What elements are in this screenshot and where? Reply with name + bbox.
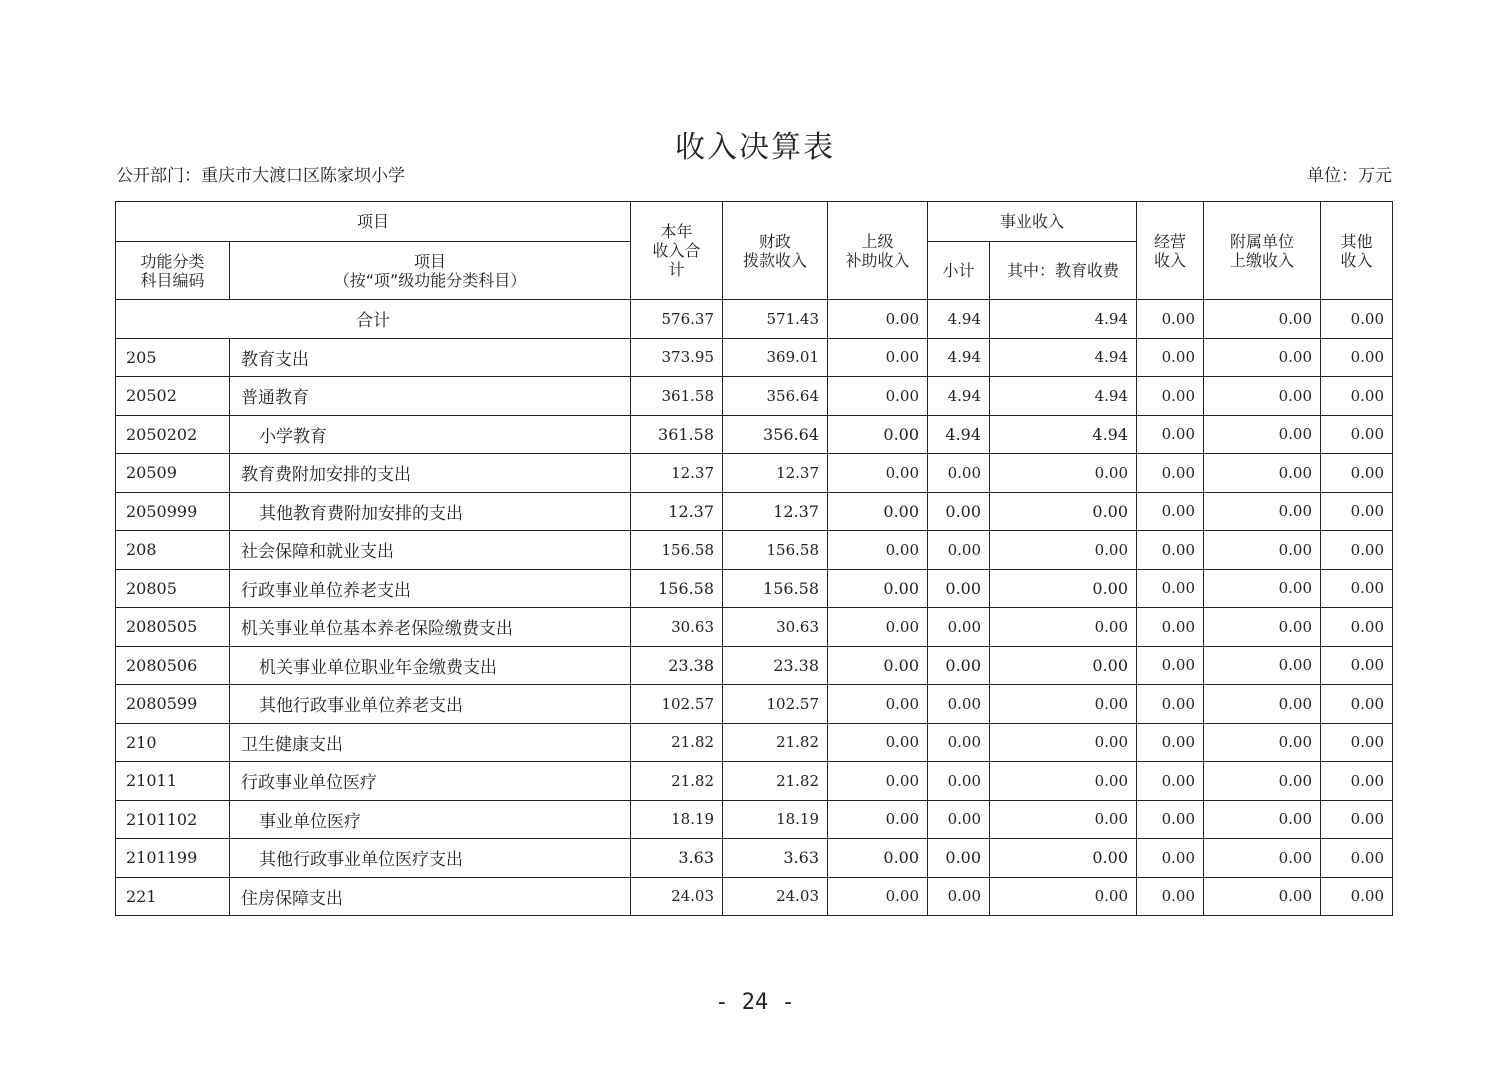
row-code: 20502: [116, 377, 230, 416]
total-row: [116, 300, 1393, 339]
table-row: [116, 839, 1393, 878]
row-value: 0.00: [1321, 338, 1393, 377]
total-cell: 0.00: [1204, 300, 1321, 339]
table-row: [116, 531, 1393, 570]
row-value: 0.00: [990, 608, 1137, 647]
row-value: 0.00: [828, 492, 928, 531]
row-value: 0.00: [1137, 685, 1204, 724]
row-code: 210: [116, 723, 230, 762]
row-value: 0.00: [1321, 608, 1393, 647]
row-value: 0.00: [1137, 569, 1204, 608]
row-value: 0.00: [928, 800, 990, 839]
header-edu-fee: 其中：教育收费: [990, 242, 1137, 300]
row-value: 0.00: [1204, 492, 1321, 531]
row-value: 0.00: [1321, 415, 1393, 454]
table-row: [116, 723, 1393, 762]
row-value: 0.00: [990, 492, 1137, 531]
row-value: 0.00: [1204, 377, 1321, 416]
row-value: 361.58: [631, 377, 723, 416]
row-value: 0.00: [828, 338, 928, 377]
row-value: 0.00: [1321, 839, 1393, 878]
row-value: 0.00: [928, 839, 990, 878]
row-value: 0.00: [1137, 338, 1204, 377]
row-value: 0.00: [1321, 800, 1393, 839]
row-value: 0.00: [828, 723, 928, 762]
row-value: 0.00: [1137, 608, 1204, 647]
row-value: 0.00: [1137, 723, 1204, 762]
row-value: 21.82: [723, 723, 828, 762]
row-value: 0.00: [1137, 877, 1204, 916]
total-cell: 571.43: [723, 300, 828, 339]
row-value: 0.00: [1204, 531, 1321, 570]
header-subtotal: 小计: [928, 242, 990, 300]
row-value: 0.00: [928, 569, 990, 608]
row-value: 356.64: [723, 377, 828, 416]
row-value: 0.00: [828, 685, 928, 724]
table-row: [116, 877, 1393, 916]
row-value: 0.00: [1204, 800, 1321, 839]
row-value: 0.00: [828, 877, 928, 916]
total-label: 合计: [116, 300, 631, 339]
row-name: 小学教育: [230, 415, 631, 454]
row-value: 0.00: [928, 531, 990, 570]
row-value: 0.00: [1204, 569, 1321, 608]
row-value: 369.01: [723, 338, 828, 377]
row-value: 0.00: [1137, 454, 1204, 493]
row-name: 其他行政事业单位医疗支出: [230, 839, 631, 878]
row-value: 156.58: [631, 569, 723, 608]
row-value: 21.82: [723, 762, 828, 801]
row-value: 0.00: [1204, 646, 1321, 685]
row-value: 4.94: [928, 415, 990, 454]
row-code: 2050202: [116, 415, 230, 454]
row-value: 24.03: [631, 877, 723, 916]
row-value: 0.00: [1204, 415, 1321, 454]
row-value: 0.00: [828, 454, 928, 493]
row-name: 住房保障支出: [230, 877, 631, 916]
row-code: 221: [116, 877, 230, 916]
row-value: 0.00: [990, 762, 1137, 801]
row-name: 普通教育: [230, 377, 631, 416]
row-value: 24.03: [723, 877, 828, 916]
row-value: 0.00: [990, 685, 1137, 724]
table-row: [116, 415, 1393, 454]
row-value: 4.94: [990, 377, 1137, 416]
row-value: 0.00: [1321, 454, 1393, 493]
row-code: 205: [116, 338, 230, 377]
row-name: 事业单位医疗: [230, 800, 631, 839]
row-value: 4.94: [990, 415, 1137, 454]
row-value: 0.00: [1321, 877, 1393, 916]
table-row: [116, 338, 1393, 377]
row-value: 0.00: [1321, 646, 1393, 685]
row-value: 23.38: [631, 646, 723, 685]
row-value: 0.00: [1204, 685, 1321, 724]
row-value: 0.00: [1137, 415, 1204, 454]
row-value: 156.58: [723, 569, 828, 608]
header-total: 本年 收入合 计: [631, 202, 723, 300]
row-value: 0.00: [828, 608, 928, 647]
table-row: [116, 800, 1393, 839]
row-value: 4.94: [928, 338, 990, 377]
row-value: 21.82: [631, 762, 723, 801]
row-value: 0.00: [1137, 762, 1204, 801]
row-value: 0.00: [1137, 646, 1204, 685]
header-operating: 经营 收入: [1137, 202, 1204, 300]
row-name: 社会保障和就业支出: [230, 531, 631, 570]
row-value: 0.00: [1321, 723, 1393, 762]
row-value: 0.00: [828, 839, 928, 878]
table-row: [116, 569, 1393, 608]
row-value: 156.58: [723, 531, 828, 570]
row-value: 0.00: [990, 569, 1137, 608]
row-name: 机关事业单位职业年金缴费支出: [230, 646, 631, 685]
row-value: 18.19: [723, 800, 828, 839]
total-cell: 576.37: [631, 300, 723, 339]
row-value: 12.37: [723, 454, 828, 493]
row-value: 12.37: [723, 492, 828, 531]
row-value: 0.00: [1137, 377, 1204, 416]
row-value: 0.00: [928, 762, 990, 801]
table-row: [116, 608, 1393, 647]
row-code: 2050999: [116, 492, 230, 531]
table-row: [116, 685, 1393, 724]
row-value: 0.00: [928, 492, 990, 531]
row-code: 2101102: [116, 800, 230, 839]
row-code: 2080505: [116, 608, 230, 647]
row-value: 0.00: [828, 800, 928, 839]
table-row: [116, 454, 1393, 493]
header-superior: 上级 补助收入: [828, 202, 928, 300]
row-value: 21.82: [631, 723, 723, 762]
row-value: 361.58: [631, 415, 723, 454]
row-value: 156.58: [631, 531, 723, 570]
header-other: 其他 收入: [1321, 202, 1393, 300]
row-value: 0.00: [1321, 492, 1393, 531]
total-cell: 0.00: [1137, 300, 1204, 339]
row-code: 21011: [116, 762, 230, 801]
row-code: 2101199: [116, 839, 230, 878]
row-value: 0.00: [828, 531, 928, 570]
row-value: 3.63: [631, 839, 723, 878]
total-cell: 4.94: [990, 300, 1137, 339]
row-value: 0.00: [1137, 839, 1204, 878]
row-code: 20805: [116, 569, 230, 608]
row-value: 0.00: [990, 839, 1137, 878]
row-value: 0.00: [928, 454, 990, 493]
row-value: 0.00: [928, 608, 990, 647]
row-value: 0.00: [1204, 608, 1321, 647]
row-value: 0.00: [1204, 877, 1321, 916]
row-value: 0.00: [828, 377, 928, 416]
header-affiliate: 附属单位 上缴收入: [1204, 202, 1321, 300]
row-value: 0.00: [990, 723, 1137, 762]
table-row: [116, 762, 1393, 801]
row-code: 208: [116, 531, 230, 570]
row-value: 23.38: [723, 646, 828, 685]
row-value: 0.00: [990, 877, 1137, 916]
row-value: 0.00: [990, 531, 1137, 570]
row-value: 0.00: [828, 646, 928, 685]
page-number: - 24 -: [715, 990, 795, 1015]
row-value: 0.00: [990, 646, 1137, 685]
row-value: 0.00: [1321, 569, 1393, 608]
row-value: 0.00: [1204, 762, 1321, 801]
row-value: 0.00: [1321, 685, 1393, 724]
unit-label: 单位：万元: [1307, 166, 1392, 186]
row-name: 卫生健康支出: [230, 723, 631, 762]
row-value: 4.94: [990, 338, 1137, 377]
row-value: 0.00: [1137, 492, 1204, 531]
row-value: 0.00: [1137, 800, 1204, 839]
total-cell: 0.00: [828, 300, 928, 339]
row-value: 0.00: [1204, 338, 1321, 377]
row-value: 0.00: [1321, 377, 1393, 416]
row-value: 0.00: [1137, 531, 1204, 570]
table-row: [116, 492, 1393, 531]
row-value: 0.00: [990, 800, 1137, 839]
row-value: 12.37: [631, 454, 723, 493]
row-name: 行政事业单位医疗: [230, 762, 631, 801]
department-label: 公开部门：重庆市大渡口区陈家坝小学: [116, 166, 405, 186]
row-value: 30.63: [631, 608, 723, 647]
total-cell: 4.94: [928, 300, 990, 339]
row-value: 0.00: [828, 569, 928, 608]
row-value: 0.00: [1204, 839, 1321, 878]
row-name: 行政事业单位养老支出: [230, 569, 631, 608]
row-value: 0.00: [990, 454, 1137, 493]
row-value: 0.00: [928, 723, 990, 762]
table-row: [116, 646, 1393, 685]
row-code: 2080599: [116, 685, 230, 724]
row-name: 机关事业单位基本养老保险缴费支出: [230, 608, 631, 647]
table-row: [116, 377, 1393, 416]
row-value: 102.57: [631, 685, 723, 724]
row-value: 373.95: [631, 338, 723, 377]
row-value: 0.00: [1204, 454, 1321, 493]
income-table: [115, 201, 1393, 916]
total-cell: 0.00: [1321, 300, 1393, 339]
row-name: 其他教育费附加安排的支出: [230, 492, 631, 531]
row-name: 教育费附加安排的支出: [230, 454, 631, 493]
row-name: 教育支出: [230, 338, 631, 377]
row-value: 0.00: [928, 685, 990, 724]
page-title: 收入决算表: [675, 130, 835, 165]
row-value: 0.00: [828, 762, 928, 801]
row-code: 2080506: [116, 646, 230, 685]
row-value: 18.19: [631, 800, 723, 839]
header-project: 项目: [116, 202, 631, 242]
row-value: 12.37: [631, 492, 723, 531]
row-value: 0.00: [1321, 531, 1393, 570]
row-value: 30.63: [723, 608, 828, 647]
row-value: 356.64: [723, 415, 828, 454]
row-value: 0.00: [1204, 723, 1321, 762]
header-item: 项目 （按“项”级功能分类科目）: [230, 242, 631, 300]
row-value: 0.00: [928, 877, 990, 916]
row-value: 102.57: [723, 685, 828, 724]
row-value: 4.94: [928, 377, 990, 416]
row-code: 20509: [116, 454, 230, 493]
row-name: 其他行政事业单位养老支出: [230, 685, 631, 724]
row-value: 0.00: [928, 646, 990, 685]
row-value: 3.63: [723, 839, 828, 878]
header-code: 功能分类 科目编码: [116, 242, 230, 300]
row-value: 0.00: [1321, 762, 1393, 801]
row-value: 0.00: [828, 415, 928, 454]
header-business: 事业收入: [928, 202, 1137, 242]
header-fiscal: 财政 拨款收入: [723, 202, 828, 300]
